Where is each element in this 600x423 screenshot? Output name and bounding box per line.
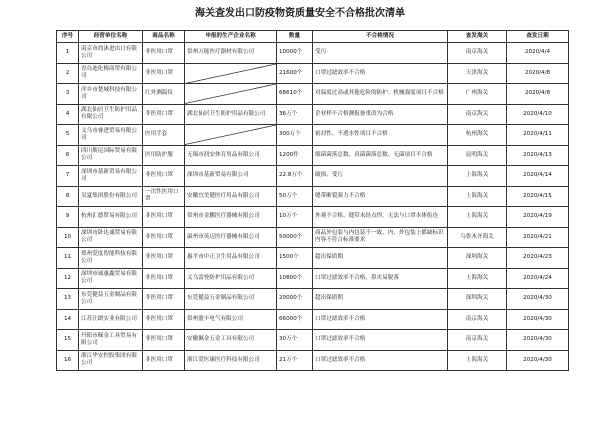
product-name: 非医用口罩 [143,248,185,269]
product-name: 非医用口罩 [143,330,185,351]
product-name: 非医用口罩 [143,350,185,371]
customs-office: 南京海关 [448,104,507,125]
row-number: 7 [57,166,79,187]
product-name: 非医用口罩 [143,43,185,64]
customs-office: 深圳海关 [448,248,507,269]
quantity: 10800个 [277,268,313,289]
quantity: 300万个 [277,125,313,146]
row-number: 12 [57,268,79,289]
document-title: 海关查发出口防疫物资质量安全不合格批次清单 [195,8,405,19]
row-number: 1 [57,43,79,64]
quantity: 10000个 [277,43,313,64]
table-row [57,289,569,310]
quantity: 21600个 [277,63,313,84]
table-row [57,125,569,146]
customs-office: 昆明海关 [448,145,507,166]
nonconformity-description: 缝带断裂强力不合格 [313,186,448,207]
customs-office: 上海海关 [448,186,507,207]
company-name: 吴夏集团股份有限公司 [79,186,143,207]
row-number: 8 [57,186,79,207]
row-number: 5 [57,125,79,146]
customs-office: 上海海关 [448,350,507,371]
row-number: 3 [57,84,79,105]
inspection-date: 2020/4/30 [507,350,569,371]
company-name: 郑州爱度智能科技有限公司 [79,248,143,269]
quantity: 22.8万个 [277,166,313,187]
customs-office: 南京海关 [448,330,507,351]
column-header: 不合格情况 [313,31,448,43]
company-name: 深圳市基新贸易有限公司 [79,166,143,187]
company-name: 南京市尚沐进出口有限公司 [79,43,143,64]
quantity: 20000个 [277,289,313,310]
quantity: 50万个 [277,186,313,207]
table-row [57,207,569,228]
inspection-date: 2020/4/30 [507,330,569,351]
manufacturer-name: 无锡市润安体育用品有限公司 [185,145,277,166]
row-number: 14 [57,309,79,330]
column-header: 序号 [57,31,79,43]
row-number: 6 [57,145,79,166]
company-name: 义乌市睿进贸易有限公司 [79,125,143,146]
nonconforming-batches-table [56,30,569,371]
column-header: 商品名称 [143,31,185,43]
table-row [57,268,569,289]
row-number: 4 [57,104,79,125]
company-name: 深圳市诚惠鑫贸易有限公司 [79,268,143,289]
customs-office: 上海海关 [448,166,507,187]
quantity: 50000个 [277,227,313,248]
row-number: 11 [57,248,79,269]
customs-office: 天津海关 [448,63,507,84]
quantity: 36万个 [277,104,313,125]
nonconformity-description: 口罩过滤效率不合格，鼻夹易脱落 [313,268,448,289]
table-row [57,63,569,84]
nonconformity-description: 密封性、不透水性项目不合格 [313,125,448,146]
nonconformity-description: 超出保质期 [313,289,448,310]
inspection-date: 2020/4/8 [507,63,569,84]
nonconformity-description: 企业样不合格测报备重改为合格 [313,104,448,125]
table-row [57,350,569,371]
inspection-date: 2020/4/30 [507,289,569,310]
quantity: 1500个 [277,248,313,269]
customs-office: 深圳海关 [448,289,507,310]
table-row [57,330,569,351]
row-number: 15 [57,330,79,351]
inspection-date: 2020/4/19 [507,207,569,228]
table-body [57,43,569,371]
nonconformity-description: 受污 [313,43,448,64]
table-header-row [57,31,569,43]
customs-office: 上海海关 [448,207,507,228]
nonconformity-description: 口罩过滤效率不合格 [313,350,448,371]
row-number: 13 [57,289,79,310]
company-name: 浙江华安控股集团有限公司 [79,350,143,371]
table-row [57,84,569,105]
customs-office: 乌鲁木齐海关 [448,227,507,248]
inspection-date: 2020/4/15 [507,186,569,207]
product-name: 非医用口罩 [143,104,185,125]
manufacturer-name: 义乌雷登防护用品有限公司 [185,268,277,289]
inspection-date: 2020/4/4 [507,43,569,64]
manufacturer-name: 常州市金鹏医疗器械有限公司 [185,207,277,228]
table-row [57,145,569,166]
manufacturer-name: 常州万能医疗器材有限公司 [185,43,277,64]
quantity: 68610个 [277,84,313,105]
quantity: 1200件 [277,145,313,166]
nonconformity-description: 破损、受污 [313,166,448,187]
nonconformity-description: 口罩过滤效率不合格 [313,309,448,330]
manufacturer-name: 湖北仙居卫生防护用品有限公司 [185,104,277,125]
row-number: 10 [57,227,79,248]
manufacturer-name: 温州市英迈医疗器械有限公司 [185,227,277,248]
manufacturer-empty-cell [185,125,277,146]
company-name: 湖北仙居卫生防护用品有限公司 [79,104,143,125]
manufacturer-empty-cell [185,84,277,105]
manufacturer-empty-cell [185,63,277,84]
inspection-date: 2020/4/30 [507,309,569,330]
quantity: 10万个 [277,207,313,228]
table-row [57,186,569,207]
row-number: 9 [57,207,79,228]
table-row [57,309,569,330]
customs-office: 杭州海关 [448,125,507,146]
manufacturer-name: 深圳市基新贸易有限公司 [185,166,277,187]
column-header: 查发海关 [448,31,507,43]
column-header: 经营单位名称 [79,31,143,43]
product-name: 一次性医用口罩 [143,186,185,207]
inspection-date: 2020/4/23 [507,248,569,269]
company-name: 江苏汪朗实业有限公司 [79,309,143,330]
inspection-date: 2020/4/24 [507,268,569,289]
manufacturer-name: 常州盟丰电气有限公司 [185,309,277,330]
nonconformity-description: 对温度过高或其他危险的防护、机械强度项目不合格 [313,84,448,105]
nonconformity-description: 细菌菌落总数、真菌菌落总数、无菌项目不合格 [313,145,448,166]
nonconformity-description: 外观不合格、缝带未经点焊，无法与口罩本体衔连 [313,207,448,228]
company-name: 杭州汇德贸易有限公司 [79,207,143,228]
product-name: 非医用口罩 [143,227,185,248]
product-name: 非医用口罩 [143,309,185,330]
company-name: 萍乡市楚城科技有限公司 [79,84,143,105]
inspection-date: 2020/4/14 [507,166,569,187]
nonconformity-description: 口罩过滤效率不合格 [313,330,448,351]
quantity: 66000个 [277,309,313,330]
manufacturer-name: 安徽佩金五金工具有限公司 [185,330,277,351]
company-name: 丹阳市佩金工具贸易有限公司 [79,330,143,351]
row-number: 16 [57,350,79,371]
inspection-date: 2020/4/11 [507,125,569,146]
row-number: 2 [57,63,79,84]
table-row [57,104,569,125]
column-header: 数量 [277,31,313,43]
company-name: 深圳市卧达诚贸易有限公司 [79,227,143,248]
quantity: 30万个 [277,330,313,351]
manufacturer-name: 惠平市中正卫生用品有限公司 [185,248,277,269]
nonconformity-description: 口罩过滤效率不合格 [313,63,448,84]
inspection-date: 2020/4/13 [507,145,569,166]
nonconformity-description: 商品外包装与内包装不一致，内、外包装上都缺标识内容不符合标准要求 [313,227,448,248]
inspection-date: 2020/4/10 [507,104,569,125]
product-name: 非医用口罩 [143,207,185,228]
manufacturer-name: 东莞健益五金制品有限公司 [185,289,277,310]
company-name: 东莞健益五金制品有限公司 [79,289,143,310]
product-name: 非医用口罩 [143,268,185,289]
inspection-date: 2020/4/21 [507,227,569,248]
product-name: 医用防护服 [143,145,185,166]
product-name: 非医用口罩 [143,63,185,84]
customs-office: 南京海关 [448,309,507,330]
product-name: 红外测温仪 [143,84,185,105]
customs-office: 广州海关 [448,84,507,105]
manufacturer-name: 浙江爱医康医疗科技有限公司 [185,350,277,371]
column-header: 查发日期 [507,31,569,43]
company-name: 青岛迪化梅商贸有限公司 [79,63,143,84]
inspection-date: 2020/4/8 [507,84,569,105]
product-name: 非医用口罩 [143,166,185,187]
table-row [57,248,569,269]
product-name: 医用手套 [143,125,185,146]
table-row [57,166,569,187]
table-row [57,43,569,64]
company-name: 四川斯昆国际贸易有限公司 [79,145,143,166]
customs-office: 上海海关 [448,268,507,289]
manufacturer-name: 安徽宜美健医疗用品有限公司 [185,186,277,207]
table-row [57,227,569,248]
product-name: 非医用口罩 [143,289,185,310]
quantity: 21万个 [277,350,313,371]
column-header: 申报的生产企业名称 [185,31,277,43]
customs-office: 南京海关 [448,43,507,64]
nonconformity-description: 超出保质期 [313,248,448,269]
